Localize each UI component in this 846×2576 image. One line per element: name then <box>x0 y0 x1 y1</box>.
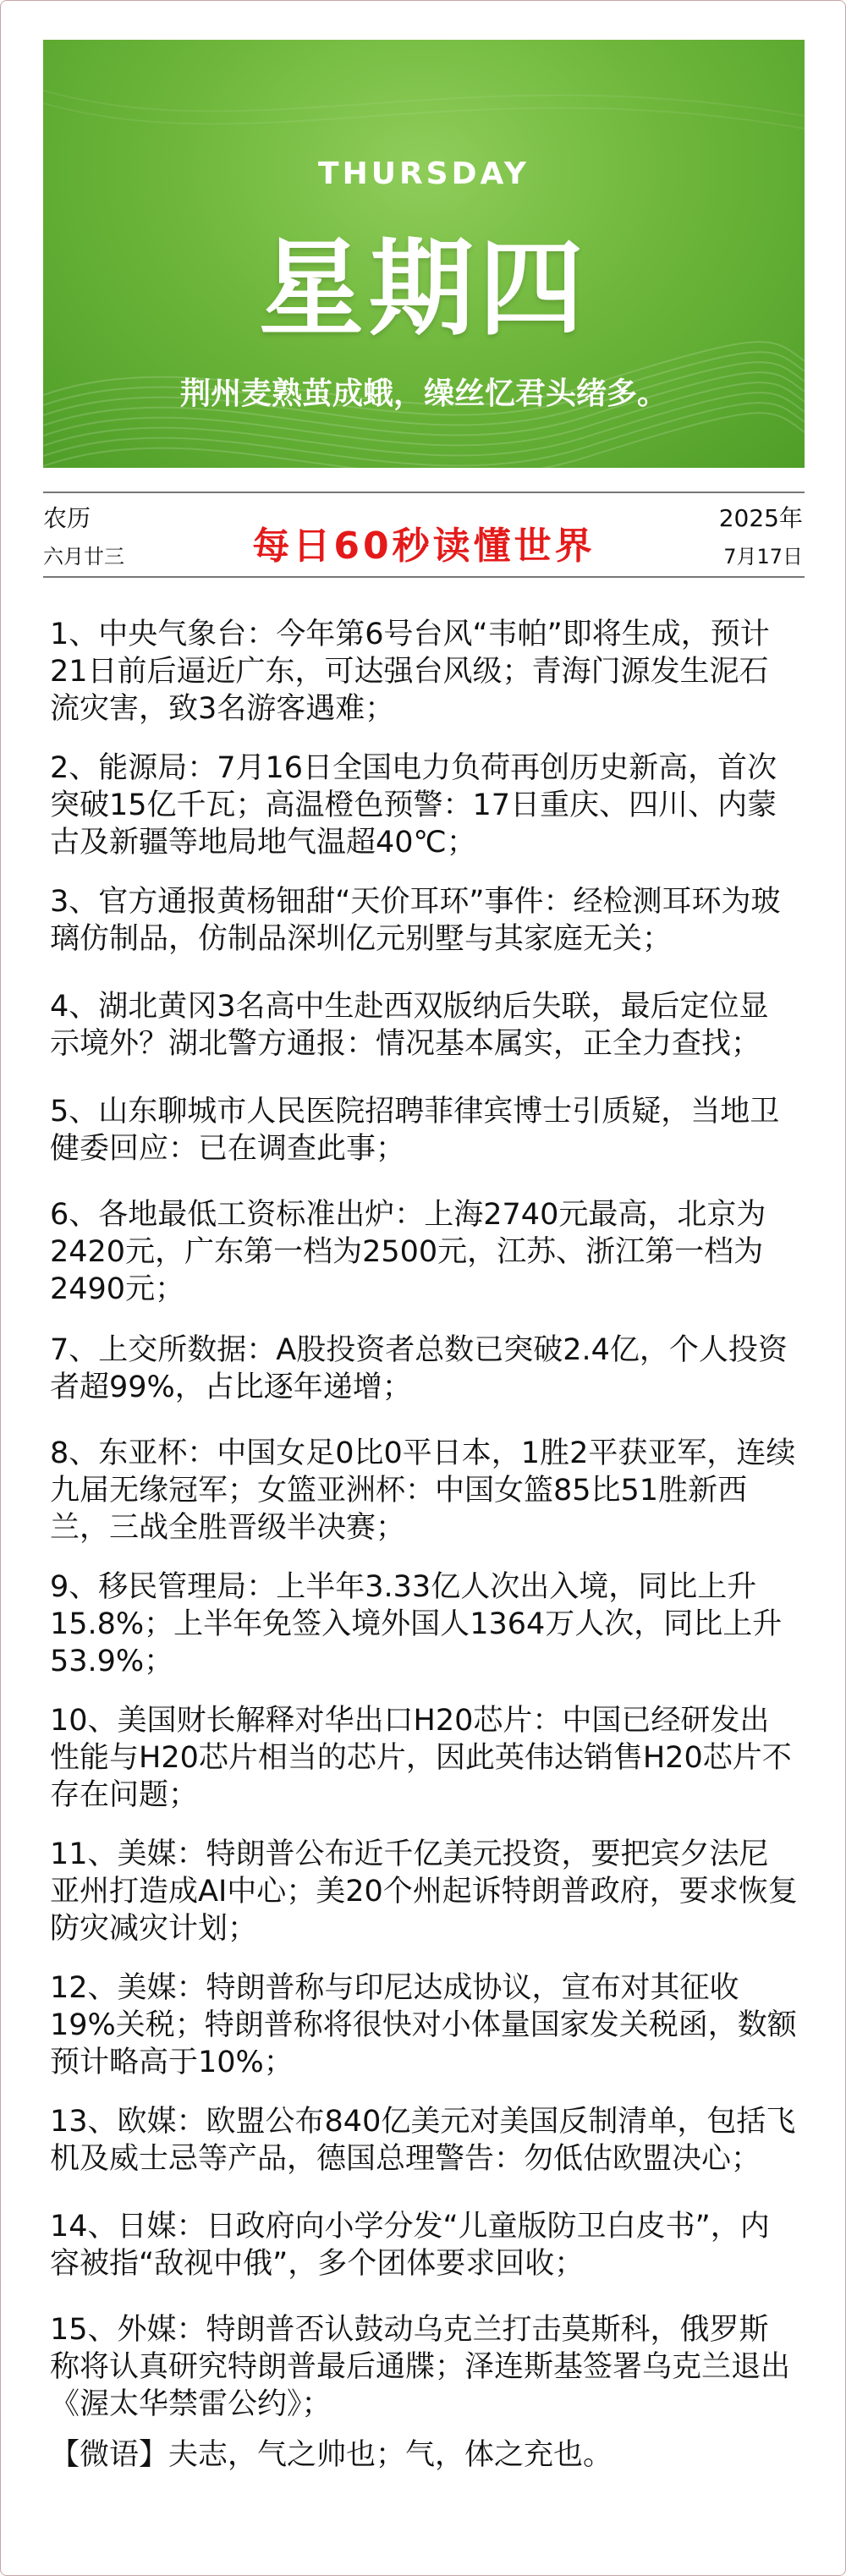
news-item: 10、美国财长解释对华出口H20芯片：中国已经研发出性能与H20芯片相当的芯片，因此英伟达销售H20芯片不存在问题； <box>50 1704 792 1812</box>
news-item: 3、官方通报黄杨钿甜“天价耳环”事件：经检测耳环为玻璃仿制品，仿制品深圳亿元别墅与其家庭无关； <box>50 885 781 956</box>
news-item: 8、东亚杯：中国女足0比0平日本，1胜2平获亚军，连续九届无缘冠军；女篮亚洲杯：中国女篮85比51胜新西兰，三战全胜晋级半决赛； <box>50 1436 796 1545</box>
date-label: 7月17日 <box>723 545 803 568</box>
poem-line: 荆州麦熟茧成蛾，缲丝忆君头绪多。 <box>179 376 667 411</box>
motto-line: 【微语】夫志，气之帅也；气，体之充也。 <box>50 2438 613 2472</box>
lunar-date: 六月廿三 <box>43 545 124 568</box>
news-item: 11、美媒：特朗普公布近千亿美元投资，要把宾夕法尼亚州打造成AI中心；美20个州起诉特朗普政府，要求恢复防灾减灾计划； <box>50 1837 798 1946</box>
news-item: 12、美媒：特朗普称与印尼达成协议，宣布对其征收19%关税；特朗普称将很快对小体量国家发关税函，数额预计略高于10%； <box>50 1971 797 2079</box>
weekday-banner <box>43 40 805 468</box>
weekday-chinese: 星期四 <box>258 228 589 350</box>
news-item: 5、山东聊城市人民医院招聘菲律宾博士引质疑，当地卫健委回应：已在调查此事； <box>50 1095 780 1166</box>
news-item: 1、中央气象台：今年第6号台风“韦帕”即将生成，预计21日前后逼近广东，可达强台风级；青海门源发生泥石流灾害，致3名游客遇难； <box>50 618 770 726</box>
page-title: 每日60秒读懂世界 <box>252 525 596 568</box>
year-label: 2025年 <box>718 504 803 532</box>
news-item: 13、欧媒：欧盟公布840亿美元对美国反制清单，包括飞机及威士忌等产品，德国总理警告：勿低估欧盟决心； <box>50 2105 796 2176</box>
news-item: 9、移民管理局：上半年3.33亿人次出入境，同比上升15.8%；上半年免签入境外国人1364万人次，同比上升53.9%； <box>50 1570 783 1678</box>
news-item: 14、日媒：日政府向小学分发“儿童版防卫白皮书”，内容被指“敌视中俄”，多个团体要求回收； <box>50 2210 770 2281</box>
lunar-label: 农历 <box>43 504 91 532</box>
news-item: 2、能源局：7月16日全国电力负荷再创历史新高，首次突破15亿千瓦；高温橙色预警：17日重庆、四川、内蒙古及新疆等地局地气温超40℃； <box>50 751 777 860</box>
news-item: 15、外媒：特朗普否认鼓动乌克兰打击莫斯科，俄罗斯称将认真研究特朗普最后通牒；泽连斯基签署乌克兰退出《渥太华禁雷公约》； <box>50 2313 791 2421</box>
news-item: 6、各地最低工资标准出炉：上海2740元最高，北京为2420元，广东第一档为2500元，江苏、浙江第一档为2490元； <box>50 1198 766 1306</box>
news-item: 7、上交所数据：A股投资者总数已突破2.4亿，个人投资者超99%，占比逐年递增； <box>50 1333 788 1404</box>
header-divider-top <box>43 492 805 493</box>
news-item: 4、湖北黄冈3名高中生赴西双版纳后失联，最后定位显示境外？湖北警方通报：情况基本属实，正全力查找； <box>50 990 769 1061</box>
header-divider-bottom <box>43 576 805 578</box>
weekday-english: THURSDAY <box>318 157 530 191</box>
